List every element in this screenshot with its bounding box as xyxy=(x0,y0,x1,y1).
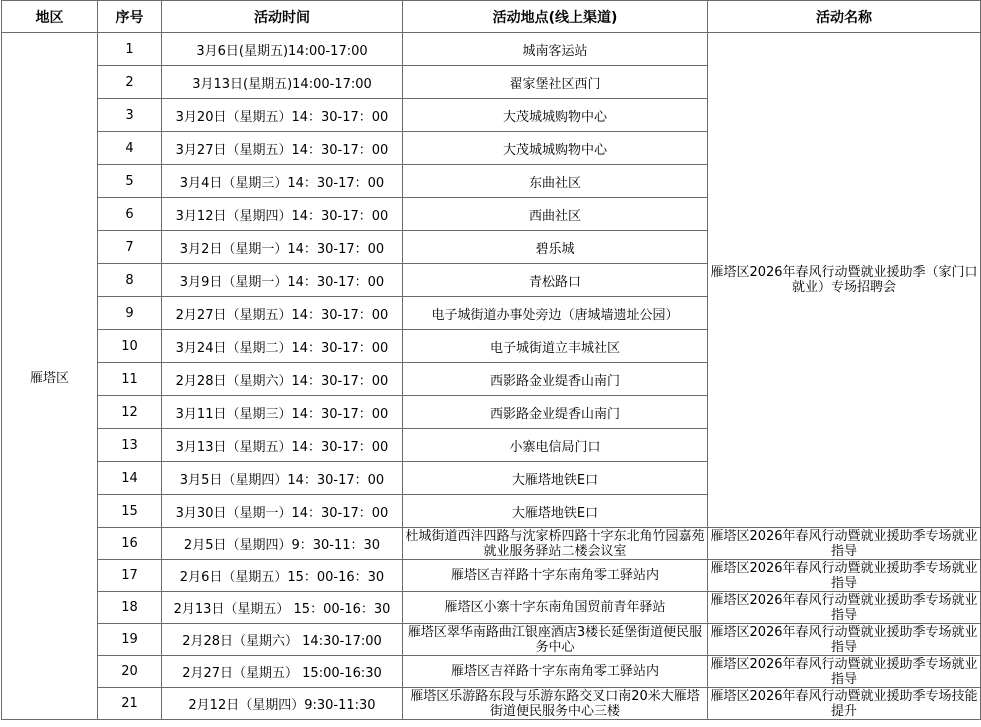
header-region: 地区 xyxy=(2,1,98,33)
table-row xyxy=(2,560,981,592)
row-time: 2月13日（星期五） 15：00-16：30 xyxy=(162,592,403,624)
row-time: 2月27日（星期五）14：30-17：00 xyxy=(162,297,403,330)
row-index: 1 xyxy=(98,33,162,66)
merged-activity-name: 雁塔区2026年春风行动暨就业援助季（家门口就业）专场招聘会 xyxy=(708,33,981,528)
row-location-text: 雁塔区乐游路东段与乐游东路交叉口南20米大雁塔街道便民服务中心三楼 xyxy=(410,688,700,719)
table-row xyxy=(2,33,981,66)
row-location xyxy=(403,528,708,560)
row-time: 3月13日（星期五）14：30-17：00 xyxy=(162,429,403,462)
row-activity-name-text: 雁塔区2026年春风行动暨就业援助季专场就业指导 xyxy=(710,624,978,655)
region-cell: 雁塔区 xyxy=(2,33,98,720)
row-index: 11 xyxy=(98,363,162,396)
row-time: 3月24日（星期二）14：30-17：00 xyxy=(162,330,403,363)
row-time: 2月12日（星期四）9:30-11:30 xyxy=(162,688,403,720)
table-row xyxy=(2,688,981,720)
row-index: 19 xyxy=(98,624,162,656)
row-index: 4 xyxy=(98,132,162,165)
row-location xyxy=(403,624,708,656)
row-activity-name xyxy=(708,688,981,720)
row-location-text: 雁塔区小寨十字东南角国贸前青年驿站 xyxy=(444,600,666,615)
row-location: 大茂城城购物中心 xyxy=(403,99,708,132)
row-location: 西影路金业缇香山南门 xyxy=(403,363,708,396)
header-index: 序号 xyxy=(98,1,162,33)
header-name: 活动名称 xyxy=(708,1,981,33)
row-time: 3月12日（星期四）14：30-17：00 xyxy=(162,198,403,231)
row-location: 大茂城城购物中心 xyxy=(403,132,708,165)
table-row xyxy=(2,656,981,688)
row-activity-name xyxy=(708,656,981,688)
row-index: 5 xyxy=(98,165,162,198)
row-time: 2月28日（星期六） 14:30-17:00 xyxy=(162,624,403,656)
row-location: 大雁塔地铁E口 xyxy=(403,462,708,495)
row-time: 3月30日（星期一）14：30-17：00 xyxy=(162,495,403,528)
row-location: 小寨电信局门口 xyxy=(403,429,708,462)
row-location: 青松路口 xyxy=(403,264,708,297)
row-index: 3 xyxy=(98,99,162,132)
row-location-text: 雁塔区吉祥路十字东南角零工驿站内 xyxy=(450,664,659,679)
header-time: 活动时间 xyxy=(162,1,403,33)
header-location: 活动地点(线上渠道) xyxy=(403,1,708,33)
row-time: 3月2日（星期一）14：30-17：00 xyxy=(162,231,403,264)
row-index: 16 xyxy=(98,528,162,560)
row-index: 6 xyxy=(98,198,162,231)
table-row xyxy=(2,528,981,560)
row-activity-name-text: 雁塔区2026年春风行动暨就业援助季专场就业指导 xyxy=(710,592,978,623)
row-time: 3月27日（星期五）14：30-17：00 xyxy=(162,132,403,165)
row-index: 10 xyxy=(98,330,162,363)
row-location-text: 杜城街道西沣四路与沈家桥四路十字东北角竹园嘉苑就业服务驿站二楼会议室 xyxy=(405,528,705,559)
row-time: 3月5日（星期四）14：30-17：00 xyxy=(162,462,403,495)
row-location: 碧乐城 xyxy=(403,231,708,264)
row-activity-name xyxy=(708,560,981,592)
row-index: 8 xyxy=(98,264,162,297)
row-activity-name xyxy=(708,528,981,560)
row-location: 电子城街道办事处旁边（唐城墙遗址公园） xyxy=(403,297,708,330)
row-time: 2月27日（星期五） 15:00-16:30 xyxy=(162,656,403,688)
row-index: 15 xyxy=(98,495,162,528)
row-time: 3月13日(星期五)14:00-17:00 xyxy=(162,66,403,99)
table-row xyxy=(2,592,981,624)
row-index: 14 xyxy=(98,462,162,495)
row-index: 7 xyxy=(98,231,162,264)
row-location xyxy=(403,688,708,720)
row-index: 13 xyxy=(98,429,162,462)
row-location xyxy=(403,592,708,624)
row-activity-name-text: 雁塔区2026年春风行动暨就业援助季专场就业指导 xyxy=(710,528,978,559)
row-index: 2 xyxy=(98,66,162,99)
row-index: 20 xyxy=(98,656,162,688)
row-location: 西影路金业缇香山南门 xyxy=(403,396,708,429)
row-time: 2月6日（星期五）15：00-16：30 xyxy=(162,560,403,592)
row-location-text: 雁塔区吉祥路十字东南角零工驿站内 xyxy=(450,568,659,583)
row-location xyxy=(403,560,708,592)
row-activity-name-text: 雁塔区2026年春风行动暨就业援助季专场就业指导 xyxy=(710,656,978,687)
row-activity-name-text: 雁塔区2026年春风行动暨就业援助季专场就业指导 xyxy=(710,560,978,591)
row-time: 3月4日（星期三）14：30-17：00 xyxy=(162,165,403,198)
row-index: 18 xyxy=(98,592,162,624)
row-time: 3月20日（星期五）14：30-17：00 xyxy=(162,99,403,132)
row-index: 21 xyxy=(98,688,162,720)
row-location-text: 雁塔区翠华南路曲江银座酒店3楼长延堡街道便民服务中心 xyxy=(407,624,703,655)
row-index: 9 xyxy=(98,297,162,330)
row-location xyxy=(403,656,708,688)
row-location: 城南客运站 xyxy=(403,33,708,66)
row-activity-name xyxy=(708,624,981,656)
row-activity-name xyxy=(708,592,981,624)
row-activity-name-text: 雁塔区2026年春风行动暨就业援助季专场技能提升 xyxy=(710,688,978,719)
row-location: 东曲社区 xyxy=(403,165,708,198)
row-location: 翟家堡社区西门 xyxy=(403,66,708,99)
row-location: 大雁塔地铁E口 xyxy=(403,495,708,528)
row-index: 17 xyxy=(98,560,162,592)
row-index: 12 xyxy=(98,396,162,429)
table-row xyxy=(2,624,981,656)
row-time: 2月5日（星期四）9：30-11：30 xyxy=(162,528,403,560)
row-time: 3月6日(星期五)14:00-17:00 xyxy=(162,33,403,66)
row-time: 2月28日（星期六）14：30-17：00 xyxy=(162,363,403,396)
row-location: 西曲社区 xyxy=(403,198,708,231)
row-location: 电子城街道立丰城社区 xyxy=(403,330,708,363)
activity-table xyxy=(1,0,981,720)
row-time: 3月11日（星期三）14：30-17：00 xyxy=(162,396,403,429)
row-time: 3月9日（星期一）14：30-17：00 xyxy=(162,264,403,297)
